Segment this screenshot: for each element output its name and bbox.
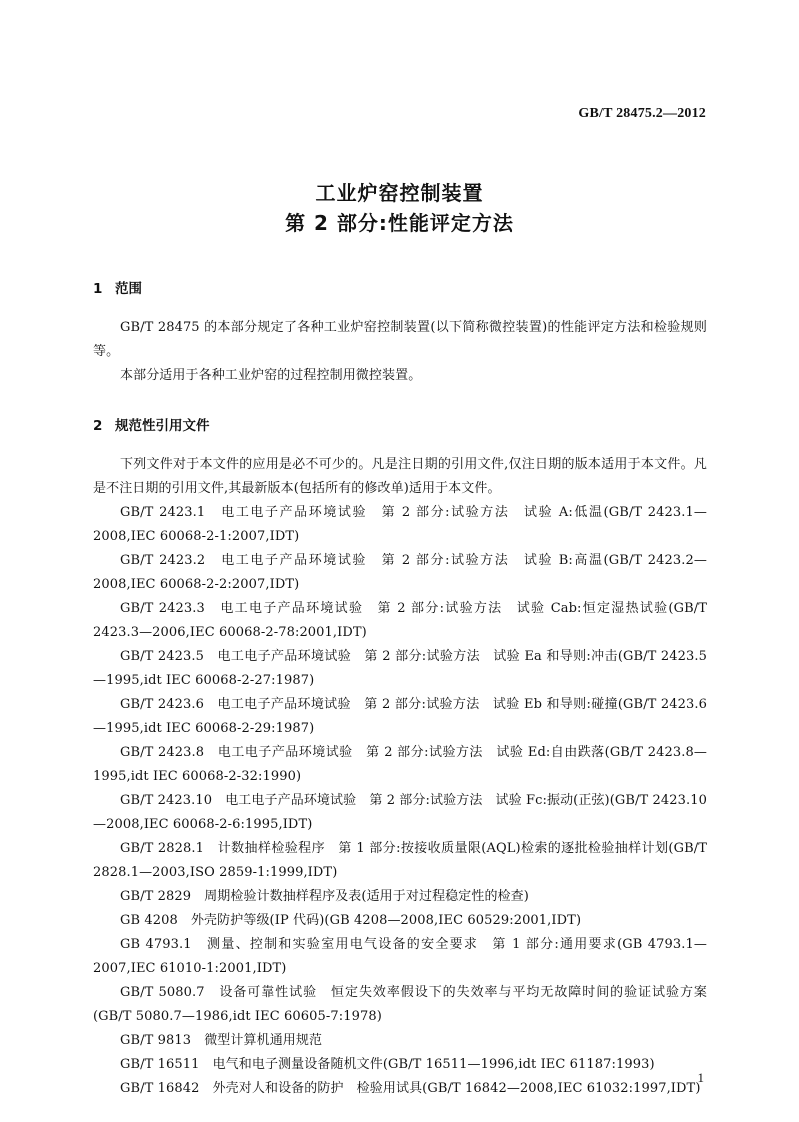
- reference-item: GB/T 2423.3 电工电子产品环境试验 第 2 部分:试验方法 试验 Cab:恒定湿热试验(GB/T 2423.3—2006,IEC 60068-2-78:2001,IDT): [93, 601, 707, 640]
- document-title: [0, 178, 799, 238]
- section-1-title: 范围: [115, 281, 142, 297]
- reference-item: GB/T 9813 微型计算机通用规范: [120, 1033, 323, 1048]
- page-number: 1: [697, 1070, 704, 1085]
- section-2-heading: [93, 414, 210, 434]
- reference-item: GB/T 2829 周期检验计数抽样程序及表(适用于对过程稳定性的检查): [120, 889, 529, 904]
- reference-item: GB/T 2423.2 电工电子产品环境试验 第 2 部分:试验方法 试验 B:高温(GB/T 2423.2—2008,IEC 60068-2-2:2007,IDT): [93, 553, 707, 592]
- title-line-2: 第 2 部分:性能评定方法: [285, 211, 514, 235]
- references-intro: 下列文件对于本文件的应用是必不可少的。凡是注日期的引用文件,仅注日期的版本适用于本文件。凡是不注日期的引用文件,其最新版本(包括所有的修改单)适用于本文件。: [93, 457, 707, 496]
- title-line-1: 工业炉窑控制装置: [315, 181, 484, 205]
- scope-paragraph-2: 本部分适用于各种工业炉窑的过程控制用微控装置。: [120, 368, 422, 383]
- reference-item: GB/T 16842 外壳对人和设备的防护 检验用试具(GB/T 16842—2008,IEC 61032:1997,IDT): [120, 1081, 701, 1096]
- reference-item: GB/T 2423.6 电工电子产品环境试验 第 2 部分:试验方法 试验 Eb 和导则:碰撞(GB/T 2423.6—1995,idt IEC 60068-2-29:1987): [93, 697, 707, 736]
- reference-item: GB/T 2423.5 电工电子产品环境试验 第 2 部分:试验方法 试验 Ea 和导则:冲击(GB/T 2423.5—1995,idt IEC 60068-2-27:1987): [93, 649, 707, 688]
- reference-item: GB/T 2423.8 电工电子产品环境试验 第 2 部分:试验方法 试验 Ed:自由跌落(GB/T 2423.8—1995,idt IEC 60068-2-32:1990): [93, 745, 707, 784]
- standard-code: GB/T 28475.2—2012: [578, 106, 706, 121]
- section-1-heading: [93, 277, 142, 297]
- section-2-number: 2: [93, 418, 103, 434]
- reference-item: GB/T 16511 电气和电子测量设备随机文件(GB/T 16511—1996,idt IEC 61187:1993): [120, 1057, 655, 1072]
- reference-item: GB/T 2828.1 计数抽样检验程序 第 1 部分:按接收质量限(AQL)检索的逐批检验抽样计划(GB/T 2828.1—2003,ISO 2859-1:1999,IDT): [93, 841, 707, 880]
- section-2-title: 规范性引用文件: [115, 418, 210, 434]
- reference-item: GB 4208 外壳防护等级(IP 代码)(GB 4208—2008,IEC 60529:2001,IDT): [120, 913, 582, 928]
- section-1-body: [93, 316, 707, 388]
- reference-item: GB 4793.1 测量、控制和实验室用电气设备的安全要求 第 1 部分:通用要求(GB 4793.1—2007,IEC 61010-1:2001,IDT): [93, 937, 707, 976]
- section-1-number: 1: [93, 281, 103, 297]
- section-2-body: [93, 453, 707, 1101]
- reference-item: GB/T 2423.10 电工电子产品环境试验 第 2 部分:试验方法 试验 Fc:振动(正弦)(GB/T 2423.10—2008,IEC 60068-2-6:1995,IDT): [93, 793, 707, 832]
- scope-paragraph-1: GB/T 28475 的本部分规定了各种工业炉窑控制装置(以下简称微控装置)的性能评定方法和检验规则等。: [93, 320, 707, 359]
- reference-item: GB/T 5080.7 设备可靠性试验 恒定失效率假设下的失效率与平均无故障时间的验证试验方案(GB/T 5080.7—1986,idt IEC 60605-7:1978): [93, 985, 707, 1024]
- reference-item: GB/T 2423.1 电工电子产品环境试验 第 2 部分:试验方法 试验 A:低温(GB/T 2423.1—2008,IEC 60068-2-1:2007,IDT): [93, 505, 707, 544]
